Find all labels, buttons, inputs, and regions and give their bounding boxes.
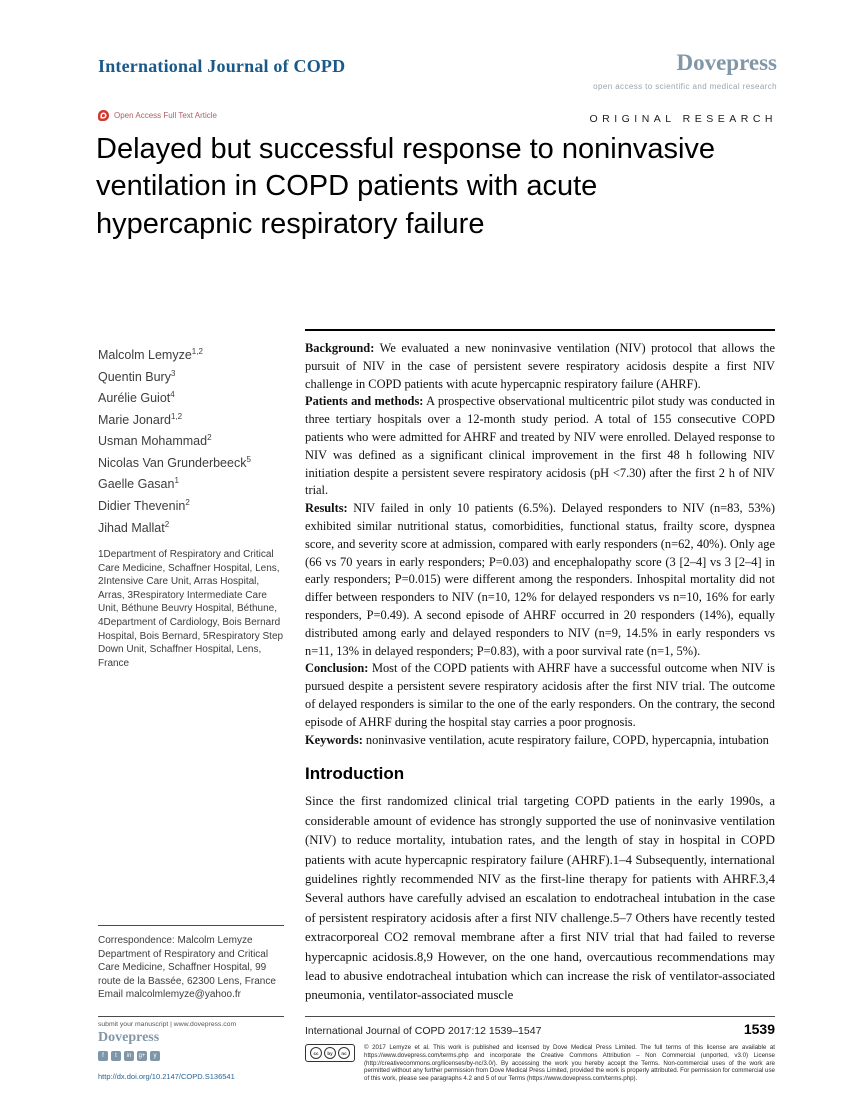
author-affiliation-column [98, 343, 284, 670]
author [98, 343, 284, 365]
author-superscript: 2 [207, 433, 212, 443]
author [98, 408, 284, 430]
googleplus-icon[interactable]: g+ [138, 1053, 146, 1059]
open-access-badge[interactable] [98, 110, 217, 121]
author-name: Nicolas Van Grunderbeeck [98, 455, 247, 470]
section-text: NIV failed in only 10 patients (6.5%). Delayed responders to NIV (n=83, 53%) exhibited similar nutritional status, comorbidities, functional status, frailty score, dyspnea score, and severity score at admission, compared with early responders (n=62, 40%). Only age (66 vs 70 years in early responders; P=0.03) and encephalopathy score (3 [2–4] vs 3 [2–4] in early responders; P=0.015) were different among the responders. Inhospital mortality did not differ between responders to NIV (n=10, 12% for delayed responders vs n=10, 16% for early responders, P=0.49). A second episode of AHRF occurred in 20 responders (14%), equally distributed among early and delayed responders to NIV (n=9, 14.5% in early responders vs n=11, 13% in delayed responders; P=0.83), with a poor survival rate (n=1, 5%). [305, 501, 775, 658]
author [98, 451, 284, 473]
abstract-divider [305, 329, 775, 331]
abstract-section [305, 660, 775, 731]
abstract-section [305, 500, 775, 660]
author-name: Aurélie Guiot [98, 391, 171, 406]
author-name: Gaelle Gasan [98, 477, 175, 492]
author-name: Didier Thevenin [98, 499, 186, 514]
keywords-text: noninvasive ventilation, acute respiratory failure, COPD, hypercapnia, intubation [362, 732, 769, 747]
correspondence-line: Correspondence: Malcolm Lemyze [98, 935, 253, 946]
abstract-section [305, 393, 775, 500]
author-superscript: 1,2 [191, 347, 203, 356]
author-name: Marie Jonard [98, 412, 171, 427]
section-label: Results: [305, 501, 348, 516]
author-superscript: 2 [164, 519, 170, 529]
affiliations-text: 1Department of Respiratory and Critical Care Medicine, Schaffner Hospital, Lens, 2Intensive Care Unit, Arras Hospital, Arras, 3Respiratory Intermediate Care Unit, Béthune Beuvry Hospital, Béthune, 4Department of Cardiology, Bois Bernard Hospital, Bois Bernard, 5Respiratory Step Down Unit, Schaffner Hospital, Lens, France [98, 549, 284, 669]
section-label: Patients and methods: [305, 394, 424, 409]
author [98, 494, 284, 516]
abstract-section [305, 340, 775, 393]
journal-name: International Journal of COPD [98, 56, 346, 76]
doi-link[interactable]: http://dx.doi.org/10.2147/COPD.S136541 [98, 1072, 235, 1081]
section-text: We evaluated a new noninvasive ventilation (NIV) protocol that allows the pursuit of NIV in the case of persistent severe respiratory acidosis despite a first NIV challenge in COPD patients with acute hypercapnic respiratory failure (AHRF). [305, 341, 775, 391]
introduction-heading: Introduction [305, 764, 405, 784]
page-title: Delayed but successful response to noninvasive ventilation in COPD patients with acute hypercapnic respiratory failure [96, 133, 716, 240]
author-superscript: 3 [170, 368, 176, 378]
author-superscript: 4 [170, 390, 175, 400]
dovepress-logo[interactable]: Dovepress [676, 50, 777, 75]
section-label: Conclusion: [305, 661, 369, 676]
author [98, 365, 284, 387]
correspondence-line: Department of Respiratory and Critical Care Medicine, Schaffner Hospital, 99 route de la Bassée, 62300 Lens, France [98, 948, 276, 987]
citation-row [305, 1021, 775, 1037]
license-text: © 2017 Lemyze et al. This work is published and licensed by Dove Medical Press Limited. The full terms of this license are available at https://www.dovepress.com/terms.php and incorporate the Creative Commons Attribution – Non Commercial (unported, v3.0) License (http://creativecommons.org/licenses/by-nc/3.0/). By accessing the work you hereby accept the Terms. Non-commercial uses of the work are permitted without any further permission from Dove Medical Press Limited, provided the work is properly attributed. For permission for commercial use of this work, please see paragraphs 4.2 and 5 of our Terms (https://www.dovepress.com/terms.php). [364, 1044, 775, 1083]
cc-license-badge[interactable] [305, 1044, 355, 1062]
cc-by-icon: by [324, 1047, 336, 1059]
author [98, 516, 284, 538]
keywords [305, 732, 775, 750]
article-body-column [305, 340, 775, 1006]
submit-manuscript-link[interactable]: submit your manuscript | www.dovepress.com [98, 1021, 237, 1028]
author-name: Usman Mohammad [98, 434, 208, 449]
author-name: Quentin Bury [98, 369, 171, 384]
journal-citation: International Journal of COPD 2017:12 1539–1547 [305, 1025, 542, 1037]
author [98, 429, 284, 451]
footer-right [305, 1016, 775, 1083]
abstract [305, 340, 775, 749]
page-number: 1539 [743, 1021, 775, 1037]
linkedin-icon[interactable]: in [124, 1051, 134, 1061]
cc-nc-icon: nc [338, 1047, 350, 1059]
facebook-icon[interactable]: f [98, 1051, 108, 1061]
keywords-label: Keywords: [305, 732, 363, 747]
author-superscript: 5 [246, 454, 251, 464]
author-name: Jihad Mallat [98, 520, 165, 535]
cc-icon: cc [310, 1047, 322, 1059]
author-superscript: 1,2 [170, 411, 183, 421]
license-row [305, 1044, 775, 1083]
twitter-icon[interactable]: t [111, 1051, 121, 1061]
dovepress-footer-logo[interactable]: Dovepress [98, 1030, 160, 1045]
section-text: A prospective observational multicentric pilot study was conducted in three tertiary hospitals over a 12-month study period. A total of 155 consecutive COPD patients who were admitted for AHRF and treated by NIV were enrolled. Delayed response to NIV was defined as a significant clinical improvement in the first 48 h following NIV initiation despite a persistent severe respiratory acidosis (pH <7.30) after the first 2 h of NIV trial. [305, 394, 775, 498]
open-access-icon [98, 110, 109, 121]
footer-left [98, 1016, 284, 1081]
author-superscript: 2 [185, 497, 190, 507]
section-text: Most of the COPD patients with AHRF have a successful outcome when NIV is pursued despite a persistent severe respiratory acidosis after the first NIV trial. The outcome of delayed responders is similar to the one of the early responders. On the contrary, the second episode of AHRF during the hospital stay carries a poor prognosis. [305, 661, 775, 729]
social-icons-row [98, 1051, 284, 1061]
author [98, 386, 284, 408]
author-superscript: 1 [174, 476, 179, 486]
article-type-label: ORIGINAL RESEARCH [589, 113, 777, 125]
correspondence-block [98, 925, 284, 1002]
section-label: Background: [305, 341, 375, 355]
introduction-paragraph: Since the first randomized clinical trial targeting COPD patients in the early 1990s, a considerable amount of evidence has strongly supported the use of noninvasive ventilation (NIV) to reduce mortality, intubation rates, and the length of stay in hospital in COPD patients with acute hypercapnic respiratory failure (AHRF).1–4 Subsequently, international guidelines rightly recommended NIV as the first-line therapy for patients with AHRF.3,4 Several authors have carefully advised an escalation to endotracheal intubation in the case of persistent respiratory acidosis after a first NIV challenge.5–7 Others have recently tested extracorporeal CO2 removal membrane after a first NIV trial that had failed to reverse hypercapnic acidosis.8,9 However, on the one hand, overcautious recommendations may lead to abusive endotracheal intubation which can increase the risk of ventilator-associated pneumonia, ventilator-associated muscle [305, 794, 775, 1003]
author-name: Malcolm Lemyze [98, 348, 192, 363]
author [98, 472, 284, 494]
correspondence-line[interactable]: Email malcolmlemyze@yahoo.fr [98, 989, 241, 1001]
youtube-icon[interactable]: y [150, 1051, 160, 1061]
open-access-label: Open Access Full Text Article [114, 111, 218, 120]
journal-tagline: open access to scientific and medical research [593, 82, 777, 91]
